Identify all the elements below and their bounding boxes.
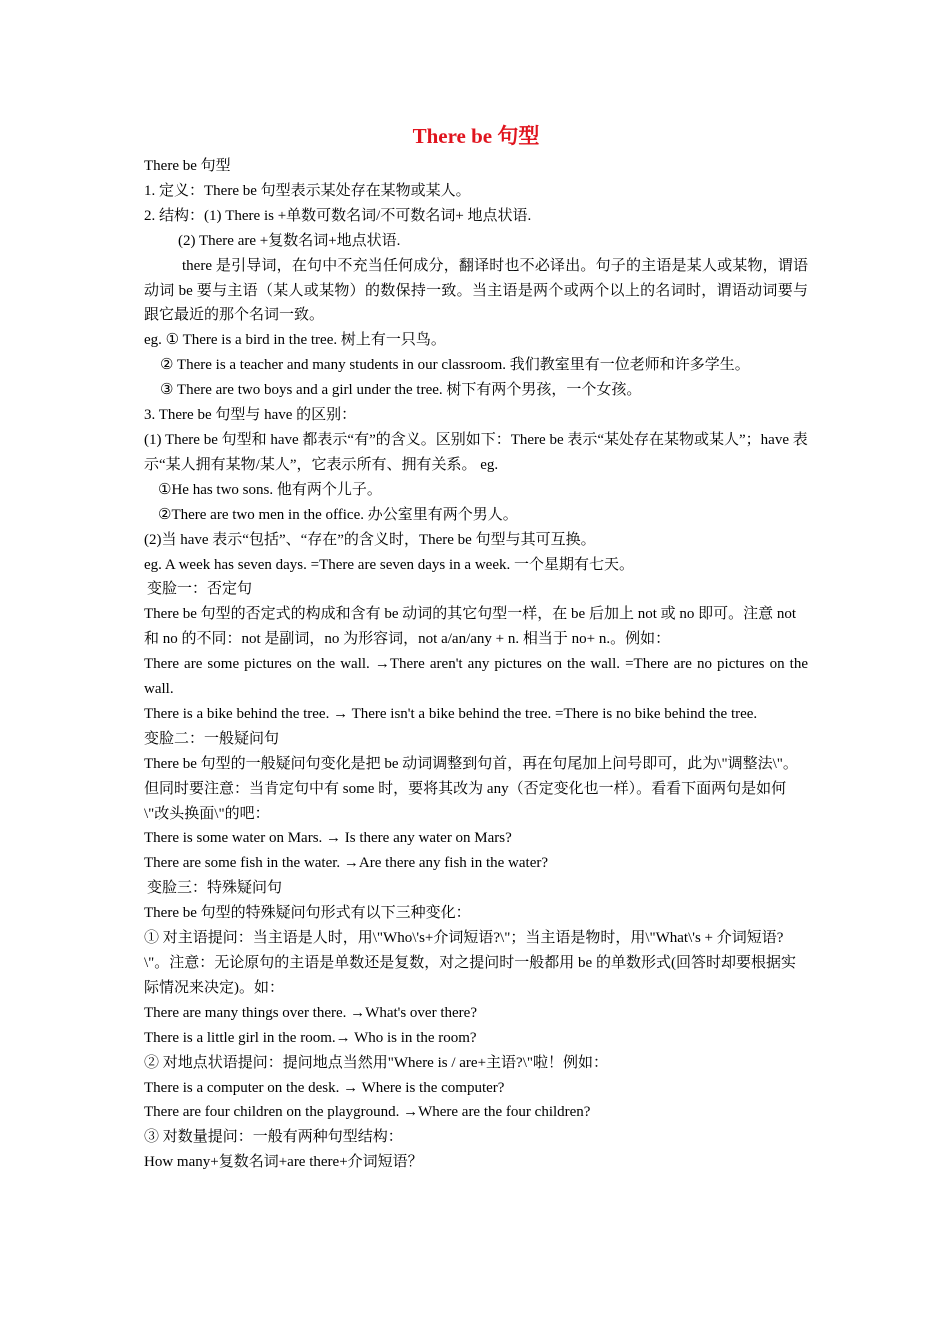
question-paragraph: There be 句型的一般疑问句变化是把 be 动词调整到句首，再在句尾加上问号即可，此为\"调整法\"。但同时要注意：当肯定句中有 some 时，要将其改为 any（否定变化也一样）。看看下面两句是如何\"改头换面\"的吧： bbox=[144, 755, 798, 822]
special-question-heading: 变脸三：特殊疑问句 bbox=[147, 880, 283, 897]
question-example-2: There are some fish in the water. →Are there any fish in the water? bbox=[144, 855, 549, 872]
document-page bbox=[144, 118, 808, 1175]
negative-example-2: There is a bike behind the tree. → There isn't a bike behind the tree. =There is no bike behind the tree. bbox=[144, 705, 758, 722]
question-example-1: There is some water on Mars. → Is there any water on Mars? bbox=[144, 830, 512, 847]
location-question-paragraph: ② 对地点状语提问：提问地点当然用"Where is / are+主语?\"啦！例如： bbox=[144, 1054, 608, 1071]
negative-example-1: There are some pictures on the wall. →There aren't any pictures on the wall. =There are no pictures on the wall. bbox=[144, 656, 808, 698]
section-heading: There be 句型 bbox=[144, 158, 231, 174]
negative-paragraph: There be 句型的否定式的构成和含有 be 动词的其它句型一样，在 be 后加上 not 或 no 即可。注意 not 和 no 的不同：not 是副词，no 为形容词，not a/an/any + n. 相当于 no+ n.。例如： bbox=[144, 606, 797, 648]
difference-example-1: ①He has two sons. 他有两个儿子。 bbox=[158, 481, 382, 498]
interchange-paragraph: (2)当 have 表示“包括”、“存在”的含义时，There be 句型与其可互换。 bbox=[144, 531, 596, 548]
interchange-example: eg. A week has seven days. =There are seven days in a week. 一个星期有七天。 bbox=[144, 556, 634, 573]
subject-question-example-1: There are many things over there. →What's over there? bbox=[144, 1004, 477, 1021]
subject-question-paragraph: ① 对主语提问：当主语是人时，用\"Who\'s+介词短语?\"；当主语是物时，用\"What\'s + 介词短语?\"。注意：无论原句的主语是单数还是复数，对之提问时一般都用 be 的单数形式(回答时却要根据实际情况来决定)。如： bbox=[144, 930, 796, 996]
structure-item-2: (2) There are +复数名词+地点状语. bbox=[178, 232, 401, 249]
example-1: eg. ① There is a bird in the tree. 树上有一只鸟。 bbox=[144, 332, 446, 349]
definition-paragraph: 1. 定义：There be 句型表示某处存在某物或某人。 bbox=[144, 182, 471, 199]
document-title: There be 句型 bbox=[412, 124, 540, 148]
section-3-heading: 3. There be 句型与 have 的区别： bbox=[144, 407, 357, 424]
special-question-intro: There be 句型的特殊疑问句形式有以下三种变化： bbox=[144, 905, 471, 922]
question-heading: 变脸二：一般疑问句 bbox=[144, 730, 280, 747]
example-3: ③ There are two boys and a girl under the tree. 树下有两个男孩，一个女孩。 bbox=[160, 382, 642, 399]
difference-example-2: ②There are two men in the office. 办公室里有两个男人。 bbox=[158, 506, 518, 523]
difference-paragraph: (1) There be 句型和 have 都表示“有”的含义。区别如下：There be 表示“某处存在某物或某人”；have 表示“某人拥有某物/某人”，它表示所有、拥有关系。 eg. bbox=[144, 431, 808, 473]
location-question-example-1: There is a computer on the desk. → Where is the computer? bbox=[144, 1079, 505, 1096]
explanation-paragraph: there 是引导词，在句中不充当任何成分，翻译时也不必译出。句子的主语是某人或某物，谓语动词 be 要与主语（某人或某物）的数保持一致。当主语是两个或两个以上的名词时，谓语动词要与跟它最近的那个名词一致。 bbox=[144, 257, 808, 324]
quantity-question-structure: How many+复数名词+are there+介词短语？ bbox=[144, 1154, 423, 1171]
negative-heading: 变脸一：否定句 bbox=[147, 581, 253, 598]
example-2: ② There is a teacher and many students in our classroom. 我们教室里有一位老师和许多学生。 bbox=[160, 357, 750, 374]
subject-question-example-2: There is a little girl in the room.→ Who is in the room? bbox=[144, 1029, 477, 1046]
location-question-example-2: There are four children on the playground. →Where are the four children? bbox=[144, 1104, 591, 1121]
structure-paragraph: 2. 结构：(1) There is +单数可数名词/不可数名词+ 地点状语. bbox=[144, 207, 532, 224]
quantity-question-paragraph: ③ 对数量提问：一般有两种句型结构： bbox=[144, 1129, 403, 1146]
